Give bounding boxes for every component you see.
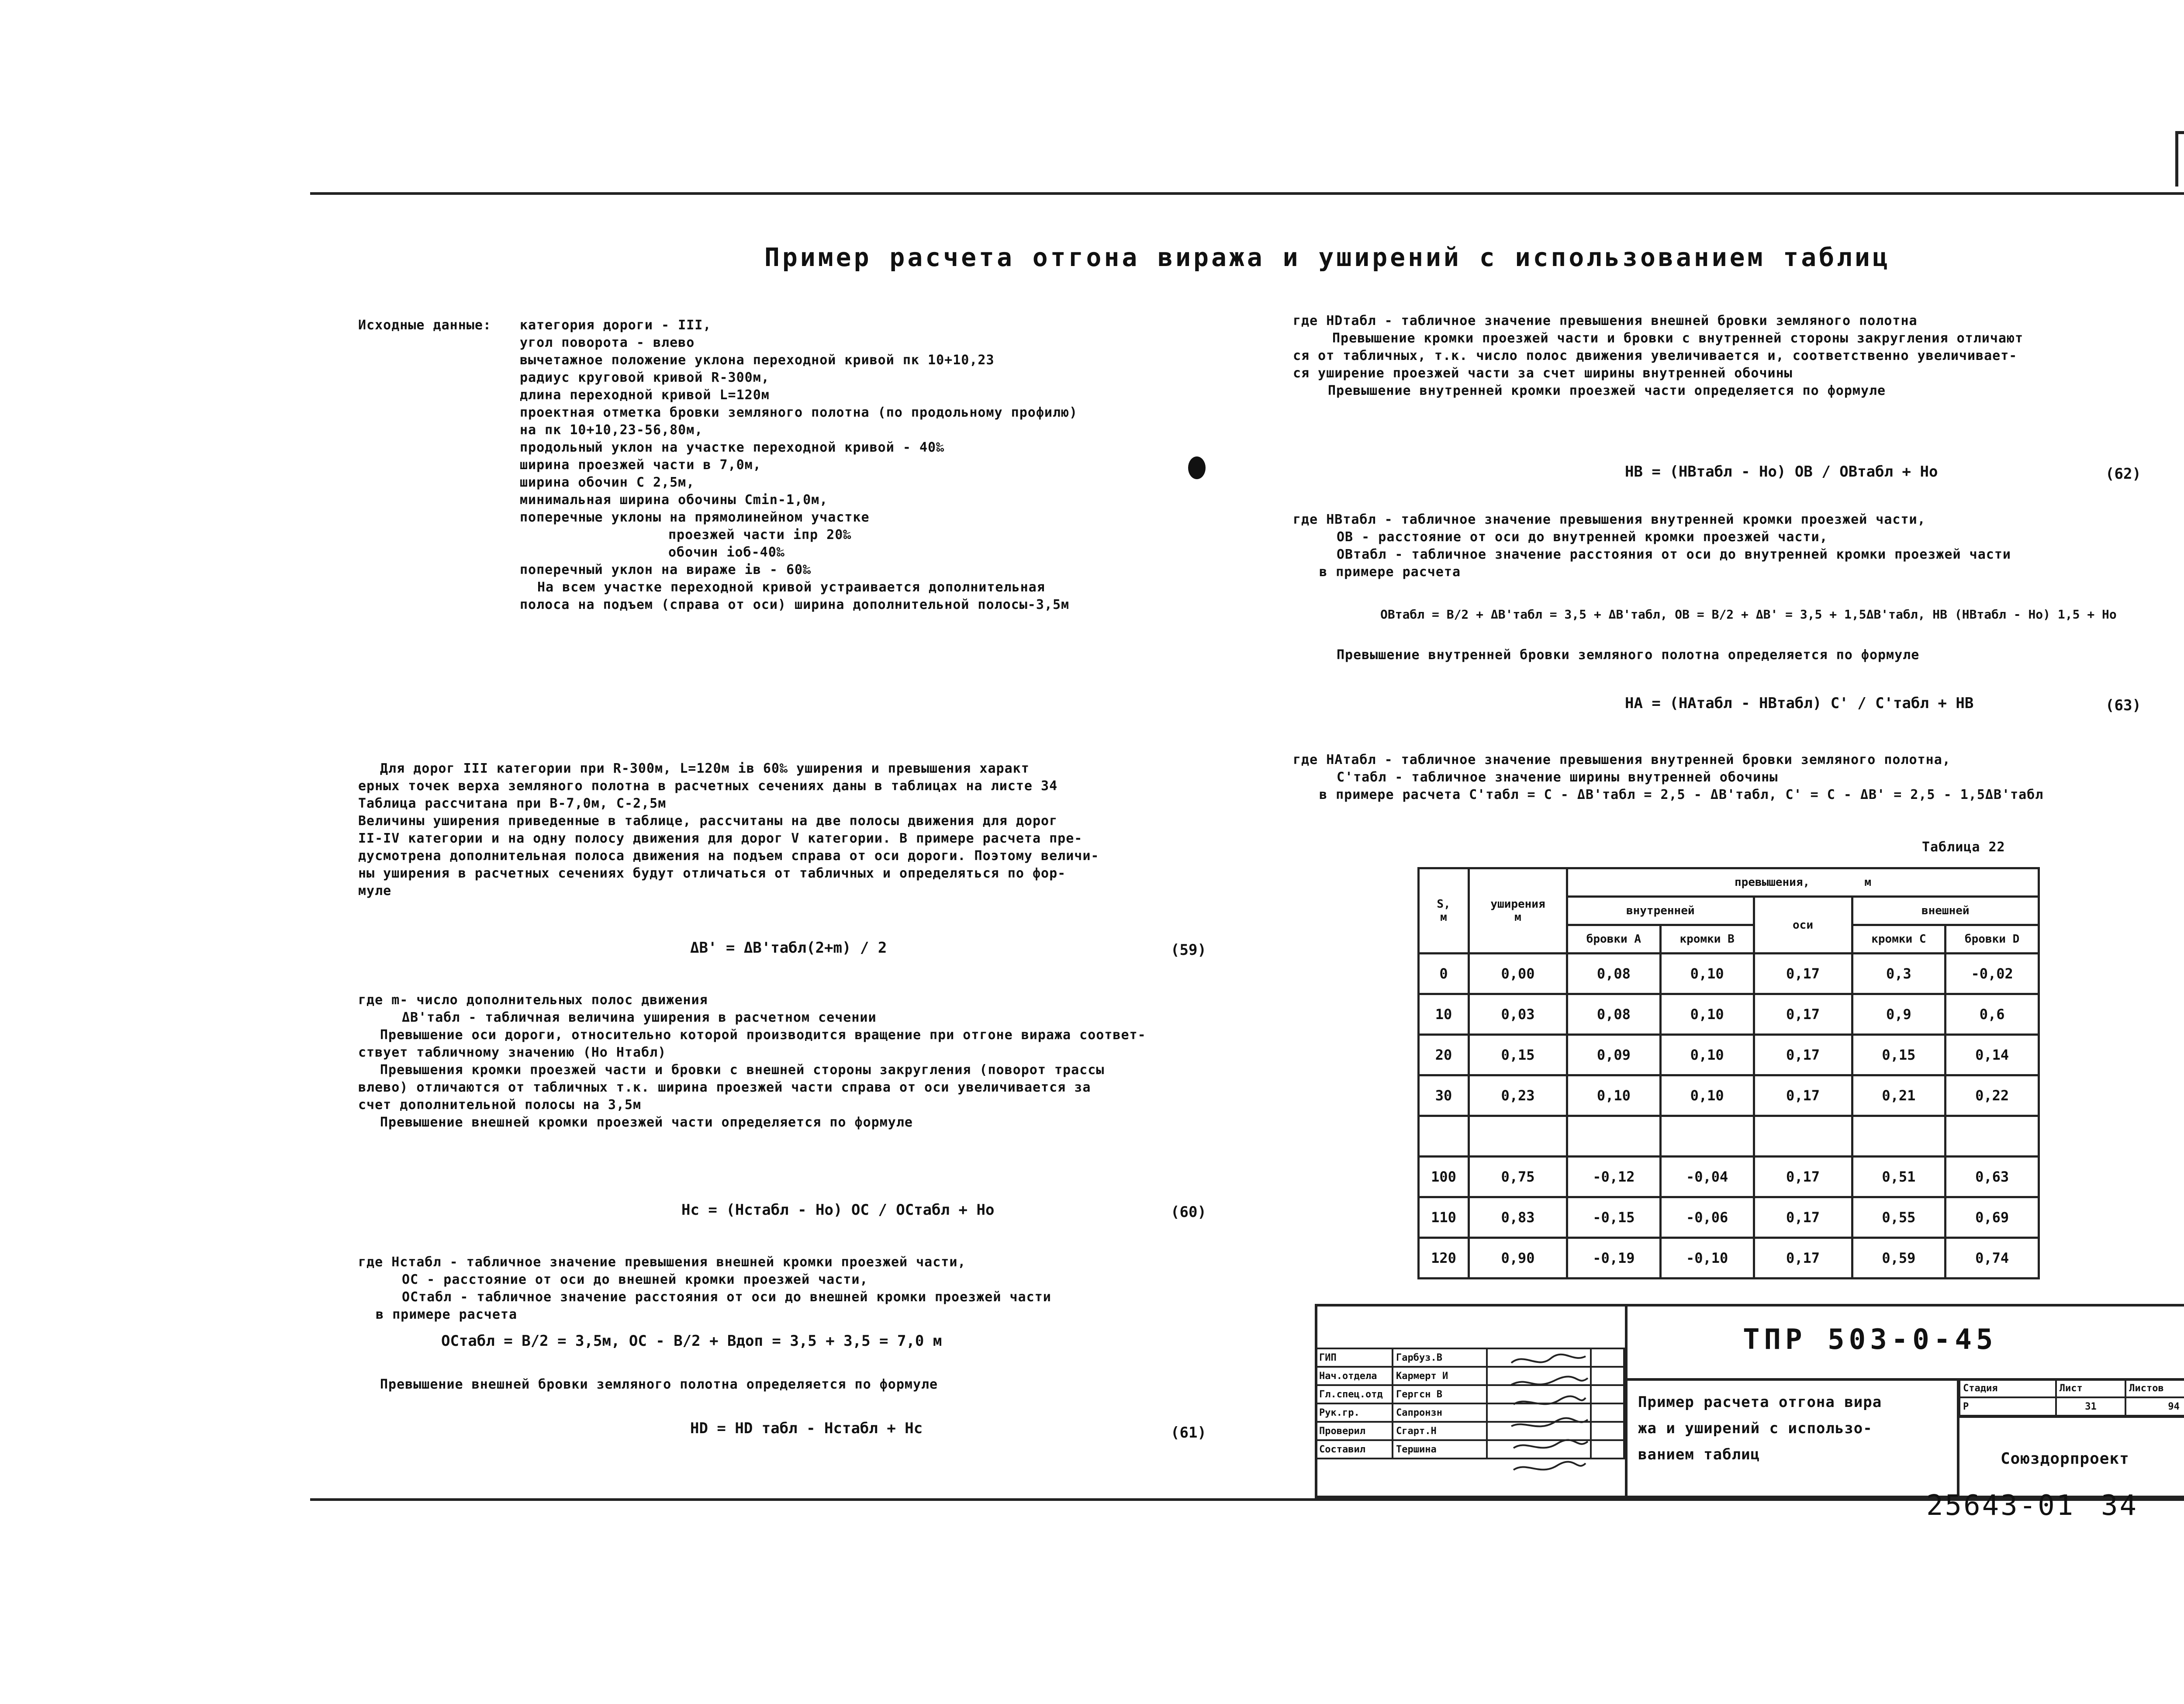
bottom-code: 25643-01 [1926,1490,2075,1522]
cell: -0,04 [1660,1157,1754,1197]
text-line: Превышение внутренней бровки земляного полотна определяется по формуле [1337,647,1920,663]
header-a: бровки A [1567,925,1661,954]
role: Рук.гр. [1316,1403,1393,1422]
equation-number-60: (60) [1171,1203,1206,1221]
text-line: влево) отличаются от табличных т.к. ширина проезжей части справа от оси увеличивается за [358,1080,1091,1095]
cell: 0,10 [1660,1035,1754,1075]
organization-name: Союздорпроект [2001,1450,2129,1468]
equation-number-59: (59) [1171,941,1206,959]
stage-table [1959,1378,2184,1417]
stage-header: Стадия [1959,1379,2056,1397]
header-widen [1469,868,1567,954]
cell: 0,63 [1946,1157,2039,1197]
gap-cell [1852,1116,1946,1157]
formula-62: HB = (HBтабл - Hо) OB / OBтабл + Hо [1625,463,1938,480]
cell: 0,22 [1946,1075,2039,1116]
cell: 0,17 [1754,1075,1852,1116]
text-line: Превышение внутренней кромки проезжей части определяется по формуле [1328,383,1886,398]
exceedance-table [1417,867,2040,1279]
paragraph-uwidening [358,760,1232,900]
sheet-header: Лист [2056,1379,2125,1397]
date [1591,1348,1624,1367]
header-inner: внутренней [1567,897,1754,925]
frame-bottom [310,1498,2184,1501]
cell: -0,10 [1660,1238,1754,1279]
input-line: проектная отметка бровки земляного полотна (по продольному профилю) [520,405,1078,420]
header-outer: внешней [1852,897,2039,925]
cell: 0,17 [1754,1197,1852,1238]
formula-60: Hc = (Hcтабл - Hо) OC / OCтабл + Hо [681,1201,995,1219]
text-line: ΔB'табл - табличная величина уширения в расчетном сечении [402,1010,877,1025]
header-c: кромки C [1852,925,1946,954]
text-line: Превышение внешней кромки проезжей части определяется по формуле [380,1115,913,1130]
cell: 0,10 [1660,1075,1754,1116]
cell: 0,69 [1946,1197,2039,1238]
cell: 0,03 [1469,994,1567,1035]
cell: 0,08 [1567,994,1661,1035]
text-line: где Hcтабл - табличное значение превышения внешней кромки проезжей части, [358,1255,966,1270]
header-s-label: S, [1437,898,1451,911]
input-line: поперечный уклон на вираже iв - 60‰ [520,562,812,577]
formula-ob: OBтабл = B/2 + ΔB'табл = 3,5 + ΔB'табл, OB = B/2 + ΔB' = 3,5 + 1,5ΔB'табл, HB (HBтабл - Hо) 1,5 + Hо [1380,607,2117,622]
signature-scribbles [1507,1350,1594,1494]
text-line: Превышение кромки проезжей части и бровки с внутренней стороны закругления отличают [1332,331,2024,346]
cell: -0,15 [1567,1197,1661,1238]
role: Нач.отдела [1316,1367,1393,1385]
cell: 0,51 [1852,1157,1946,1197]
formula-63: HA = (HAтабл - HBтабл) C' / C'табл + HB [1625,695,1974,712]
input-line: продольный уклон на участке переходной кривой - 40‰ [520,440,945,455]
cell: 0,17 [1754,1035,1852,1075]
paragraph-definitions [358,992,1232,1131]
header-widen-unit: м [1514,911,1521,924]
paragraph-outer-edge [1293,312,2184,400]
text-line: Для дорог III категории при R-300м, L=120м iв 60‰ уширения и превышения характ [380,761,1030,776]
cell: 0,90 [1469,1238,1567,1279]
header-exceed-unit: м [1864,876,1872,889]
cell: 0,10 [1567,1075,1661,1116]
paragraph-oc [358,1254,1232,1324]
header-s [1419,868,1469,954]
role: Составил [1316,1440,1393,1459]
table-row [1419,994,2039,1035]
gap-cell [1419,1116,1469,1157]
text-line: в примере расчета [376,1307,518,1322]
input-line: ширина проезжей части в 7,0м, [520,457,761,473]
text-line: Величины уширения приведенные в таблице, рассчитаны на две полосы движения для дорог [358,813,1058,829]
cell: 20 [1419,1035,1469,1075]
stage-value: Р [1959,1397,2056,1416]
sheet-title-line: ванием таблиц [1638,1446,1760,1463]
cell: 0 [1419,954,1469,994]
text-line: Превышения кромки проезжей части и бровки с внешней стороны закругления (поворот трассы [380,1062,1105,1078]
header-exceed [1567,868,2039,897]
role: Проверил [1316,1422,1393,1440]
text-line: OB - расстояние от оси до внутренней кромки проезжей части, [1337,529,1828,545]
ink-blot [1188,456,1206,479]
cell: 0,75 [1469,1157,1567,1197]
document-code: ТПР 503-0-45 [1743,1324,1997,1356]
input-list [520,317,1262,614]
header-b: кромки B [1660,925,1754,954]
table-row [1419,1035,2039,1075]
input-line: обочин iоб-40‰ [668,545,785,560]
text-line: OC - расстояние от оси до внешней кромки проезжей части, [402,1272,868,1287]
date [1591,1422,1624,1440]
gap-cell [1946,1116,2039,1157]
sheet-title [1638,1389,1952,1468]
text-line: в примере расчета C'табл = C - ΔB'табл = 2,5 - ΔB'табл, C' = C - ΔB' = 2,5 - 1,5ΔB'табл [1319,787,2044,802]
cell: 0,14 [1946,1035,2039,1075]
name: Гарбуз.В [1393,1348,1487,1367]
header-axis: оси [1754,897,1852,954]
cell: 0,17 [1754,994,1852,1035]
sheet-title-line: Пример расчета отгона вира [1638,1393,1882,1411]
text-line: где HAтабл - табличное значение превышения внутренней бровки земляного полотна, [1293,752,1951,767]
cell: 0,74 [1946,1238,2039,1279]
table-gap-row [1419,1116,2039,1157]
name: Кармерт И [1393,1367,1487,1385]
cell: 0,83 [1469,1197,1567,1238]
cell: 0,10 [1660,994,1754,1035]
date [1591,1403,1624,1422]
header-d: бровки D [1946,925,2039,954]
cell: 0,55 [1852,1197,1946,1238]
text-line: Превышение оси дороги, относительно которой производится вращение при отгоне виража соответ- [380,1027,1146,1043]
cell: 0,3 [1852,954,1946,994]
cell: 30 [1419,1075,1469,1116]
text-line: II-IV категории и на одну полосу движения для дорог V категории. В примере расчета пре- [358,831,1083,846]
text-line: Превышение внешней бровки земляного полотна определяется по формуле [380,1377,938,1392]
header-s-unit: м [1440,911,1447,924]
cell: 0,17 [1754,954,1852,994]
input-line: проезжей части iпр 20‰ [668,527,852,543]
gap-cell [1567,1116,1661,1157]
paragraph-ob [1293,511,2184,581]
text-line: ствует табличному значению (Hо Hтабл) [358,1045,667,1060]
text-line: дусмотрена дополнительная полоса движения на подъем справа от оси дороги. Поэтому величи- [358,848,1099,864]
frame-top [310,192,2184,195]
header-widen-label: уширения [1490,898,1545,911]
cell: 0,09 [1567,1035,1661,1075]
input-line: угол поворота - влево [520,335,695,350]
page-number-box [2175,131,2184,187]
input-line: На всем участке переходной кривой устраивается дополнительная [537,580,1045,595]
role: Гл.спец.отд [1316,1385,1393,1403]
gap-cell [1469,1116,1567,1157]
input-line: минимальная ширина обочины Cmin-1,0м, [520,492,828,508]
text-line: ерных точек верха земляного полотна в расчетных сечениях даны в таблицах на листе 34 [358,778,1058,794]
cell: 100 [1419,1157,1469,1197]
date [1591,1367,1624,1385]
table-row [1419,1075,2039,1116]
cell: 0,9 [1852,994,1946,1035]
cell: 0,08 [1567,954,1661,994]
cell: 0,00 [1469,954,1567,994]
input-label: Исходные данные: [358,318,491,333]
cell: 110 [1419,1197,1469,1238]
cell: 0,15 [1852,1035,1946,1075]
text-line: Таблица рассчитана при B-7,0м, С-2,5м [358,796,667,811]
paragraph-shoulder [1293,751,2184,804]
text-line: C'табл - табличное значение ширины внутренней обочины [1337,770,1778,785]
text-line: где HBтабл - табличное значение превышения внутренней кромки проезжей части, [1293,512,1926,527]
table-row [1419,1197,2039,1238]
equation-number-61: (61) [1171,1424,1206,1441]
input-line: на пк 10+10,23-56,80м, [520,422,703,438]
cell: -0,19 [1567,1238,1661,1279]
text-line: счет дополнительной полосы на 3,5м [358,1097,642,1113]
name: Гергсн В [1393,1385,1487,1403]
text-line: OCтабл - табличное значение расстояния от оси до внешней кромки проезжей части [402,1289,1051,1305]
date [1591,1385,1624,1403]
sheet-title-line: жа и уширений с использо- [1638,1420,1873,1437]
equation-number-63: (63) [2105,697,2141,714]
text-line: ся от табличных, т.к. число полос движения увеличивается и, соответственно увеличивает- [1293,348,2018,363]
formula-59: ΔB' = ΔB'табл(2+m) / 2 [690,939,887,957]
table-row [1419,954,2039,994]
text-line: муле [358,883,392,899]
text-line: в примере расчета [1319,564,1461,580]
role: ГИП [1316,1348,1393,1367]
input-line: поперечные уклоны на прямолинейном участке [520,510,870,525]
cell: 0,17 [1754,1238,1852,1279]
title-block-divider [1625,1304,1628,1498]
table-row [1419,1157,2039,1197]
cell: 0,59 [1852,1238,1946,1279]
input-line: вычетажное положение уклона переходной кривой пк 10+10,23 [520,353,995,368]
name: Тершина [1393,1440,1487,1459]
gap-cell [1660,1116,1754,1157]
input-line: категория дороги - III, [520,318,712,333]
name: Сгарт.Н [1393,1422,1487,1440]
cell: 0,10 [1660,954,1754,994]
bottom-page: 34 [2101,1490,2139,1522]
cell: 10 [1419,994,1469,1035]
text-line: ны уширения в расчетных сечениях будут отличаться от табличных и определяться по фор- [358,866,1066,881]
cell: -0,06 [1660,1197,1754,1238]
cell: 0,17 [1754,1157,1852,1197]
formula-61: HD = HD табл - Hcтабл + Hc [690,1420,923,1437]
page-title: Пример расчета отгона виража и уширений с использованием таблиц [764,242,1890,272]
gap-cell [1754,1116,1852,1157]
input-line: полоса на подъем (справа от оси) ширина дополнительной полосы-3,5м [520,597,1070,612]
cell: -0,02 [1946,954,2039,994]
cell: 0,15 [1469,1035,1567,1075]
sheets-value: 94 [2125,1397,2184,1416]
table-row [1419,1238,2039,1279]
input-line: ширина обочин С 2,5м, [520,475,695,490]
cell: -0,12 [1567,1157,1661,1197]
table-label: Таблица 22 [1922,840,2005,855]
sheets-header: Листов [2125,1379,2184,1397]
text-line: где HDтабл - табличное значение превышения внешней бровки земляного полотна [1293,313,1918,328]
formula-oc: OCтабл = B/2 = 3,5м, OC - B/2 + Bдоп = 3,5 + 3,5 = 7,0 м [441,1332,942,1350]
text-line: OBтабл - табличное значение расстояния от оси до внутренней кромки проезжей части [1337,547,2011,562]
cell: 0,6 [1946,994,2039,1035]
equation-number-62: (62) [2105,465,2141,483]
cell: 120 [1419,1238,1469,1279]
sheet-value: 31 [2056,1397,2125,1416]
input-line: радиус круговой кривой R-300м, [520,370,770,385]
cell: 0,23 [1469,1075,1567,1116]
header-exceed-label: превышения, [1734,876,1810,889]
cell: 0,21 [1852,1075,1946,1116]
date [1591,1440,1624,1459]
input-line: длина переходной кривой L=120м [520,387,770,403]
name: Сапронзн [1393,1403,1487,1422]
text-line: ся уширение проезжей части за счет ширины внутренней обочины [1293,366,1793,381]
text-line: где m- число дополнительных полос движения [358,992,708,1008]
